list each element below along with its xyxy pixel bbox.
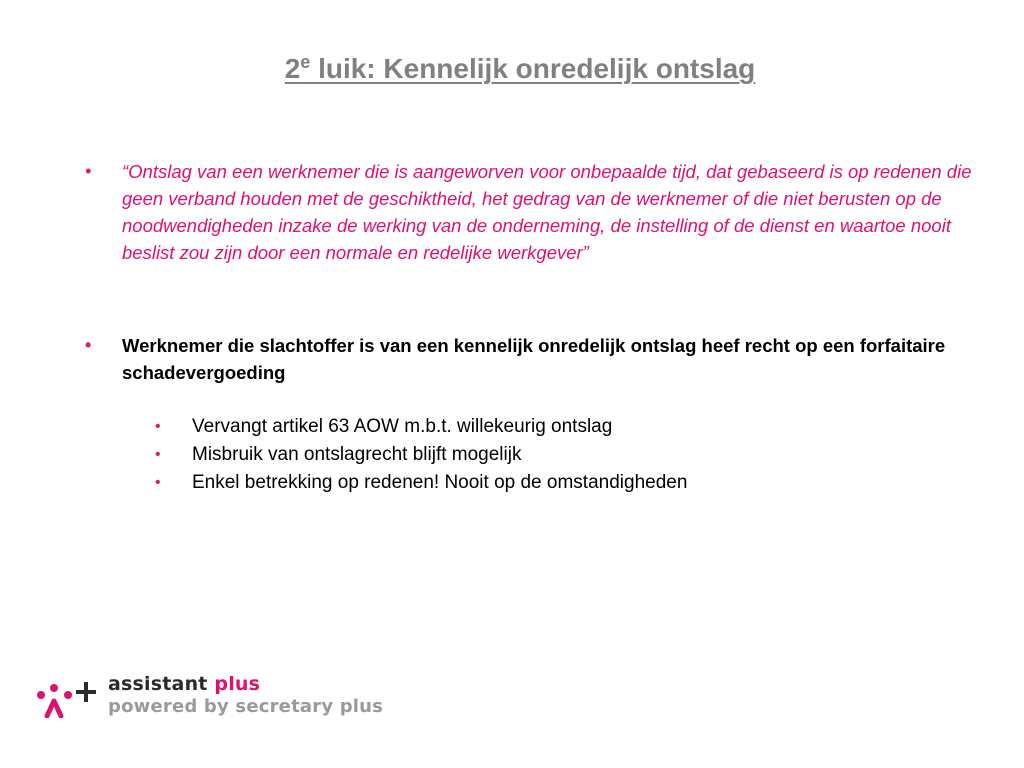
bullet-item-definition <box>85 158 982 266</box>
title-superscript: e <box>300 52 311 72</box>
sub-bullet-icon: • <box>155 446 161 463</box>
bullet-icon: • <box>85 335 92 355</box>
sub-bullet-item <box>155 413 992 441</box>
sub-bullet-text: Enkel betrekking op redenen! Nooit op de omstandigheden <box>192 472 688 493</box>
sub-bullet-icon: • <box>155 418 161 435</box>
slide-title <box>0 53 1024 85</box>
bullet-text: Werknemer die slachtoffer is van een kennelijk onredelijk ontslag heef recht op een forfaitaire schadevergoeding <box>122 335 946 383</box>
logo-brand-name <box>108 673 383 696</box>
logo-word-assistant: assistant <box>108 673 208 695</box>
bullet-text: “Ontslag van een werknemer die is aangeworven voor onbepaalde tijd, dat gebaseerd is op redenen die geen verband houden met de geschiktheid, het gedrag van de werknemer of die niet berusten op de noodwendigheden inzake de werking van de onderneming, de instelling of de dienst en waartoe nooit beslist zou zijn door een normale en redelijke werkgever” <box>122 161 972 263</box>
dots-figure-plus-icon <box>35 676 99 718</box>
bullet-icon: • <box>85 161 92 181</box>
logo-text <box>108 673 383 718</box>
sub-bullet-list <box>155 413 992 497</box>
sub-bullet-item <box>155 441 992 469</box>
bullet-item-compensation <box>85 332 982 386</box>
title-text: luik: Kennelijk onredelijk ontslag <box>310 53 756 84</box>
assistant-plus-logo <box>35 670 384 720</box>
sub-bullet-text: Misbruik van ontslagrecht blijft mogelijk <box>192 444 522 465</box>
logo-word-plus: plus <box>214 673 261 695</box>
sub-bullet-icon: • <box>155 474 161 491</box>
title-number: 2 <box>284 53 301 84</box>
sub-bullet-text: Vervangt artikel 63 AOW m.b.t. willekeurig ontslag <box>192 416 613 437</box>
logo-tagline: powered by secretary plus <box>108 696 384 717</box>
sub-bullet-item <box>155 469 992 497</box>
